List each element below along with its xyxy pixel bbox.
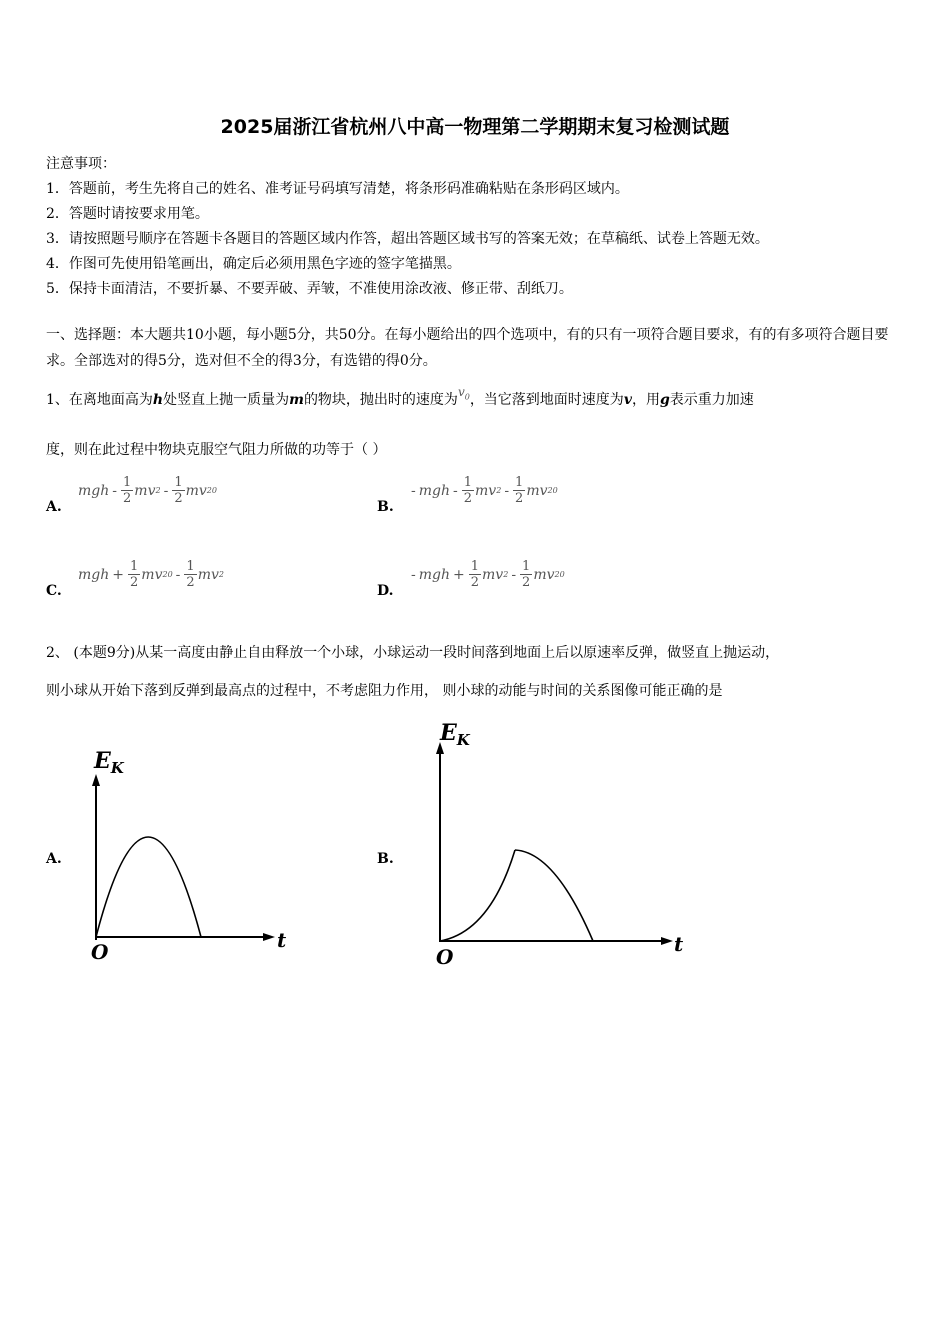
graph-a-origin: O [91,940,109,964]
section-instructions: 一、选择题：本大题共10小题，每小题5分，共50分。在每小题给出的四个选项中，有的只有一项符合题目要求，有的有多项符合题目要求。全部选对的得5分，选对但不全的得3分，有选错的得0分。 [46,327,889,369]
notice-item-4: 4．作图可先使用铅笔画出，确定后必须用黑色字迹的签字笔描黑。 [46,256,461,272]
graph-a-y-label: $E_K$ [94,748,124,777]
question-1-stem-line2: 度，则在此过程中物块克服空气阻力所做的功等于（ ） [46,442,387,458]
question-2-stem-line2: 则小球从开始下落到反弹到最高点的过程中，不考虑阻力作用， 则小球的动能与时间的关系图像可能正确的是 [46,683,723,699]
option-c-label[interactable]: C. [46,583,62,599]
page-title: 2025届浙江省杭州八中高一物理第二学期期末复习检测试题 [220,116,730,138]
notice-item-2: 2．答题时请按要求用笔。 [46,206,209,222]
graph-b-x-label: t [674,932,684,956]
option-a-label[interactable]: A. [46,499,62,515]
graph-b-curve-fall [440,850,515,941]
graph-a [85,740,295,970]
graph-b-label[interactable]: B. [377,851,394,867]
option-c-formula: mgh + $\frac{1}{2}$ m v 2 0 - $\frac{1}{2}$ m v 2 [78,559,224,590]
option-b-formula: - mgh - $\frac{1}{2}$ m v 2 - $\frac{1}{2}$ m v 2 0 [411,475,558,506]
graph-a-x-arrow [263,933,275,941]
graph-a-y-arrow [92,774,100,786]
option-d-formula: - mgh + $\frac{1}{2}$ m v 2 - $\frac{1}{2}$ m v 2 0 [411,559,565,590]
question-2-stem: 2、 (本题9分)从某一高度由静止自由释放一个小球，小球运动一段时间落到地面上后以原速率反弹，做竖直上抛运动， [46,645,780,661]
notice-heading: 注意事项： [46,156,116,172]
graph-b-y-label: $E_K$ [440,720,470,749]
option-a-formula: mgh - $\frac{1}{2}$ m v 2 - $\frac{1}{2}$ m v 2 0 [78,475,217,506]
option-d-label[interactable]: D. [377,583,394,599]
question-1-stem: 1、在离地面高为h处竖直上抛一质量为m的物块，抛出时的速度为$v_0$，当它落到地面时速度为v，用g表示重力加速 [46,385,754,408]
graph-a-label[interactable]: A. [46,851,62,867]
option-b-label[interactable]: B. [377,499,394,515]
graph-a-x-label: t [277,928,287,952]
notice-item-1: 1．答题前，考生先将自己的姓名、准考证号码填写清楚，将条形码准确粘贴在条形码区域内。 [46,181,629,197]
graph-b [430,712,695,974]
notice-item-5: 5．保持卡面清洁，不要折暴、不要弄破、弄皱，不准使用涂改液、修正带、刮纸刀。 [46,281,573,297]
graph-a-curve [96,837,201,937]
graph-b-curve-rise [515,850,593,941]
graph-b-origin: O [436,945,454,969]
notice-item-3: 3．请按照题号顺序在答题卡各题目的答题区域内作答，超出答题区域书写的答案无效；在草稿纸、试卷上答题无效。 [46,231,769,247]
graph-b-x-arrow [661,937,673,945]
